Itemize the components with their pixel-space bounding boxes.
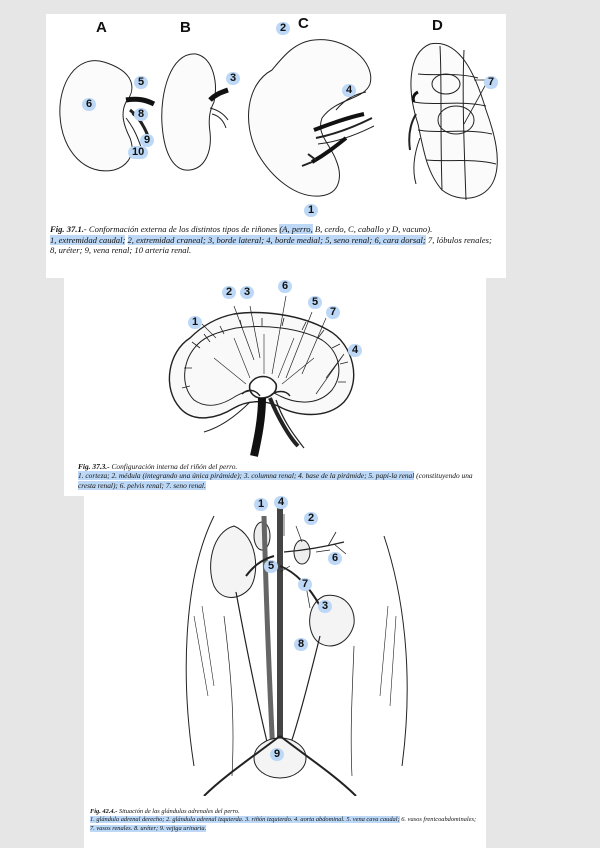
label-4: 4 xyxy=(274,496,288,509)
label-8: 8 xyxy=(294,638,308,651)
caption-legend-2: 2, extremidad craneal; 3, borde lateral; 4, borde medial; 5, seno renal; 6, cara dorsal; xyxy=(127,234,426,245)
figure-number: Fig. 42.4.- xyxy=(90,808,118,815)
label-3: 3 xyxy=(318,600,332,613)
caption-title-highlight: (A, perro, xyxy=(279,224,313,234)
label-6: 6 xyxy=(82,98,96,111)
label-3: 3 xyxy=(226,72,240,85)
label-9: 9 xyxy=(270,748,284,761)
figure-37-1 xyxy=(46,14,506,278)
label-2: 2 xyxy=(276,22,290,35)
panel-letter-a: A xyxy=(96,19,107,36)
panel-letter-d: D xyxy=(432,17,443,34)
label-1: 1 xyxy=(188,316,202,329)
caption-title: Situación de las glándulas adrenales del perro. xyxy=(117,808,240,815)
label-7: 7 xyxy=(298,578,312,591)
label-5: 5 xyxy=(134,76,148,89)
caption-title: Conformación externa de los distintos tipos de riñones xyxy=(86,224,280,234)
label-10: 10 xyxy=(128,146,148,159)
caption-legend-2: 7. vasos renales. 8. uréter; 9. vejiga urinaria. xyxy=(90,824,207,832)
label-7: 7 xyxy=(484,76,498,89)
label-4: 4 xyxy=(348,344,362,357)
caption-legend-2: cresta renal); 6. pelvis renal; 7. seno renal. xyxy=(78,480,206,490)
caption-37-1 xyxy=(50,224,500,256)
figure-37-3 xyxy=(64,278,486,496)
caption-legend-3: 7, lóbulos renales; 8, uréter; 9, vena renal; 10 arteria renal. xyxy=(50,234,492,256)
caption-37-3 xyxy=(78,462,478,490)
caption-title: Configuración interna del riñón del perro. xyxy=(109,462,238,471)
label-2: 2 xyxy=(304,512,318,525)
caption-legend-gap: (constituyendo una xyxy=(414,471,473,481)
caption-42-4 xyxy=(90,808,480,833)
label-9: 9 xyxy=(140,134,154,147)
label-1: 1 xyxy=(254,498,268,511)
panel-letter-c: C xyxy=(298,15,309,32)
caption-legend-1: 1. corteza; 2. médula (integrando una única pirámide); 3. columna renal; 4. base de la pirámide; 5. papi-la renal xyxy=(78,471,415,481)
label-7: 7 xyxy=(326,306,340,319)
label-2: 2 xyxy=(222,286,236,299)
label-1: 1 xyxy=(304,204,318,217)
panel-letter-b: B xyxy=(180,19,191,36)
figure-number: Fig. 37.1.- xyxy=(50,224,87,234)
label-3: 3 xyxy=(240,286,254,299)
label-6: 6 xyxy=(328,552,342,565)
caption-legend-1: 1, extremidad caudal; xyxy=(50,234,126,245)
label-4: 4 xyxy=(342,84,356,97)
figure-42-4 xyxy=(84,496,486,848)
label-5: 5 xyxy=(264,560,278,573)
caption-legend-gap: 6. vasos frenicoabdominales; xyxy=(399,816,477,824)
label-5: 5 xyxy=(308,296,322,309)
label-6: 6 xyxy=(278,280,292,293)
caption-title-end: B, cerdo, C, caballo y D, vacuno). xyxy=(312,224,433,234)
label-8: 8 xyxy=(134,108,148,121)
adrenal-glands-illustration xyxy=(84,496,486,796)
caption-legend-1: 1. glándula adrenal derecho; 2. glándula adrenal izquierda. 3. riñón izquierdo. 4. aorta abdominal. 5. vena cava caudal; xyxy=(90,816,400,824)
figure-number: Fig. 37.3.- xyxy=(78,462,110,471)
